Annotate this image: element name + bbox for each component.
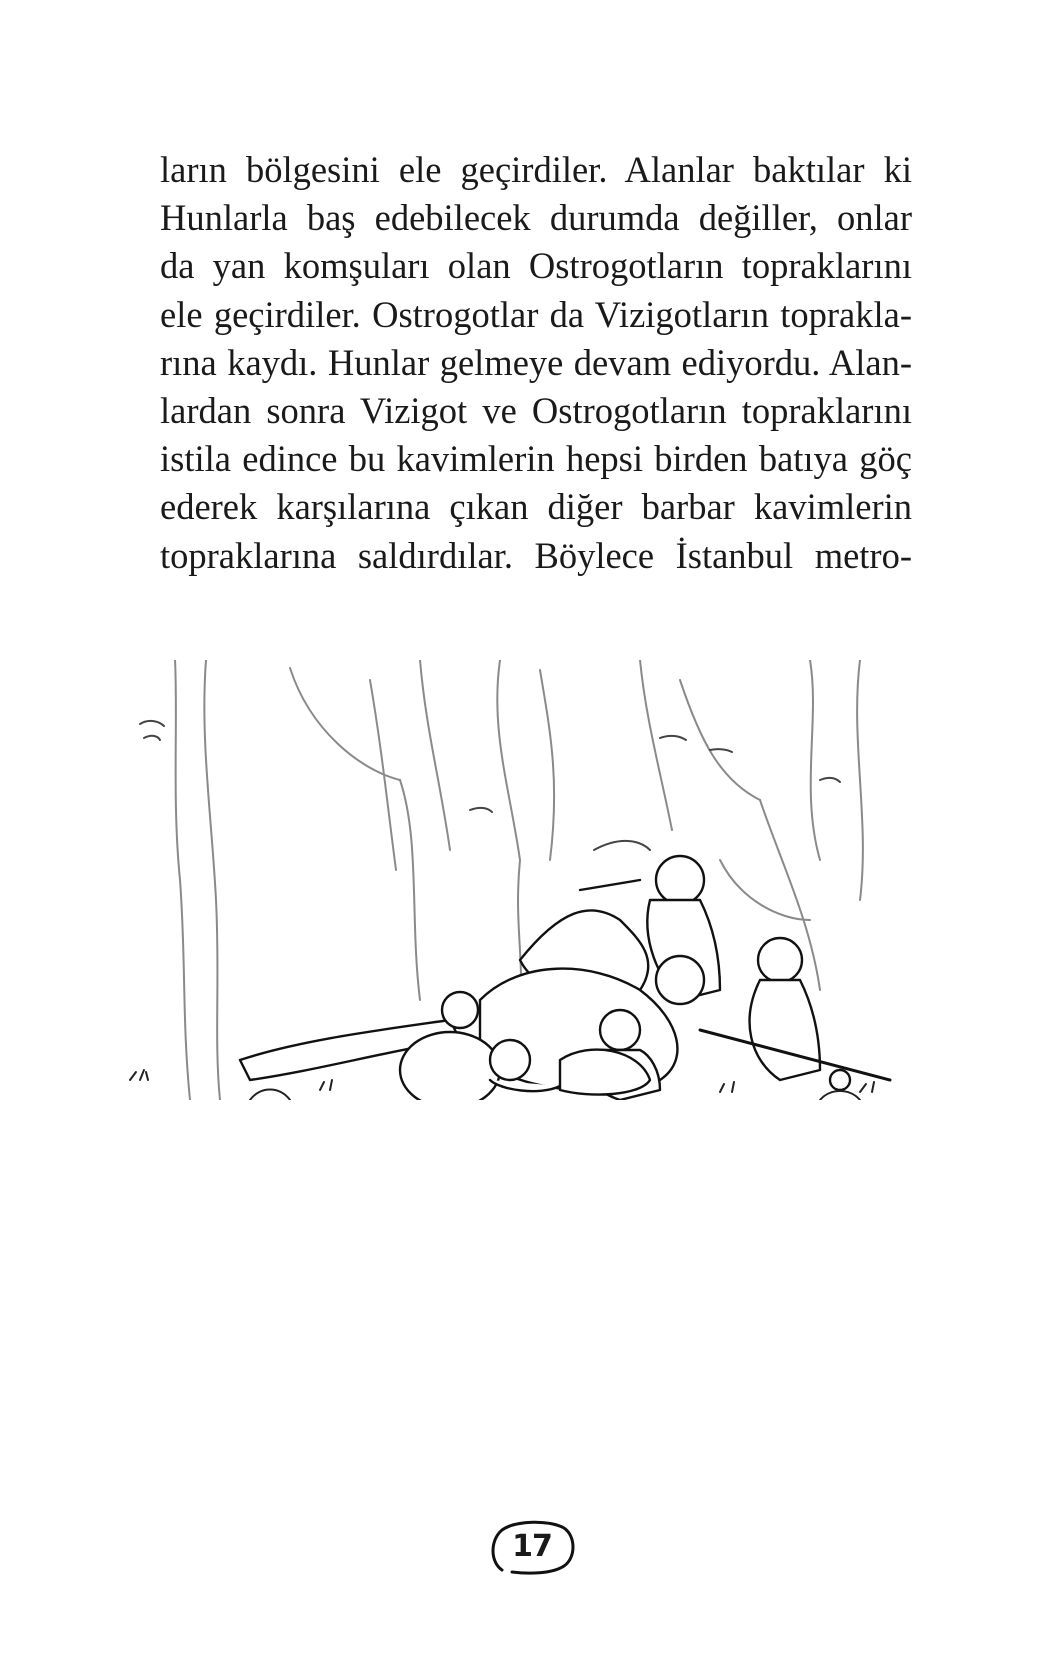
body-text xyxy=(160,146,912,580)
text-line: ele geçirdiler. Ostrogotlar da Vizigotların toprakla- xyxy=(160,293,912,335)
text-line: da yan komşuları olan Ostrogotların topraklarını xyxy=(160,245,912,287)
text-line: topraklarına saldırdılar. Böylece İstanbul metro- xyxy=(160,534,912,576)
text-line: Hunlarla baş edebilecek durumda değiller, onlar xyxy=(160,197,912,239)
text-line: ların bölgesini ele geçirdiler. Alanlar baktılar ki xyxy=(160,149,912,190)
barbarians-forest-illustration xyxy=(120,660,940,1100)
text-line: lardan sonra Vizigot ve Ostrogotların topraklarını xyxy=(160,389,912,431)
text-line: ederek karşılarına çıkan diğer barbar kavimlerin xyxy=(160,486,912,528)
page-number-badge xyxy=(488,1518,576,1576)
text-line: istila edince bu kavimlerin hepsi birden batıya göç xyxy=(160,438,912,480)
text-line: rına kaydı. Hunlar gelmeye devam ediyordu. Alan- xyxy=(160,341,912,383)
page-number: 17 xyxy=(512,1529,552,1564)
